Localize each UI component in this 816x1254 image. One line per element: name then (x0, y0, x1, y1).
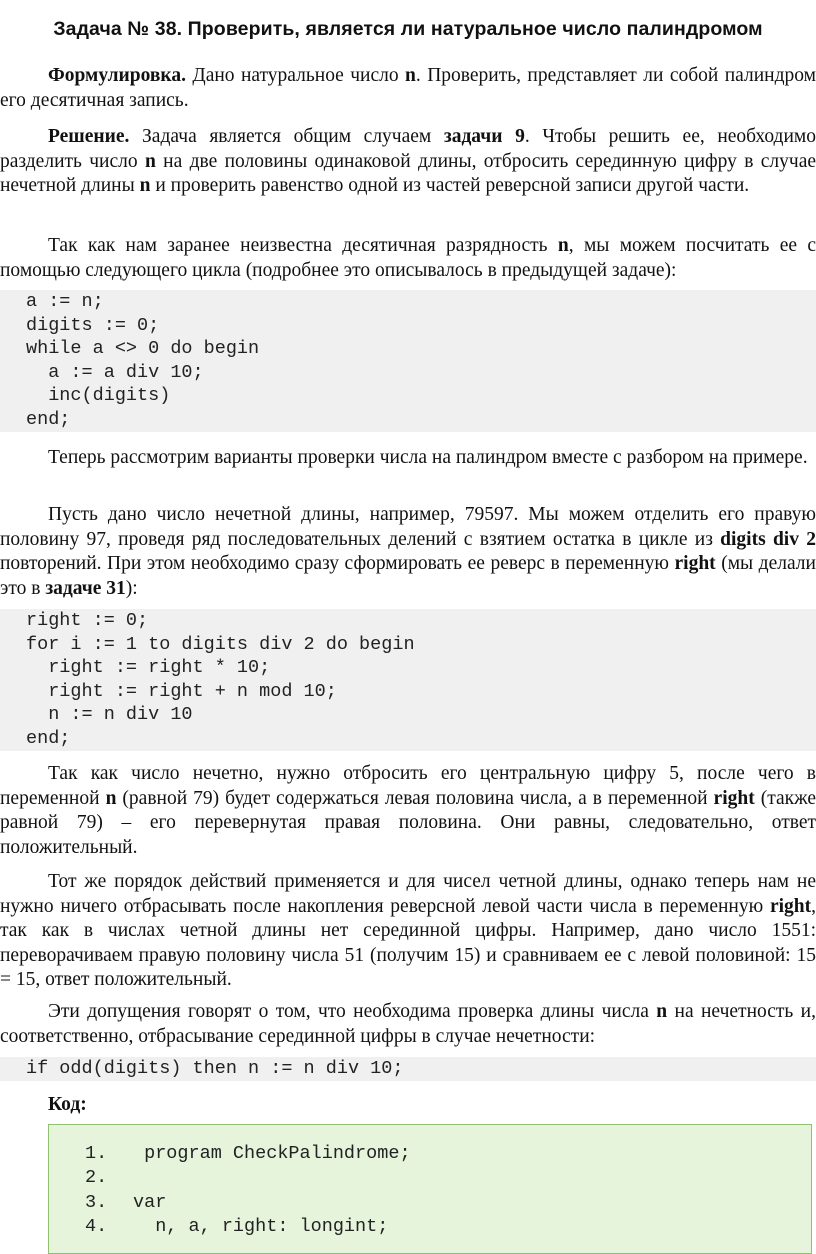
text: Тот же порядок действий применяется и для чисел четной длины, однако теперь нам не нужно ничего отбрасывать после накопления реверсной левой части числа в переменную (0, 871, 816, 917)
task-reference: задачи 9 (443, 126, 525, 147)
code-line: a := n; (26, 291, 104, 312)
listing-line (49, 1166, 811, 1190)
text: Так как число нечетно, нужно отбросить его центральную цифру 5, после чего в переменной (0, 763, 816, 809)
var-right: right (713, 787, 755, 809)
code-line: a := a div 10; (26, 361, 204, 383)
var-n: n (139, 175, 151, 196)
task-title: Задача № 38. Проверить, является ли натуральное число палиндромом (53, 18, 763, 40)
text: , мы можем посчитать ее с помощью следующего цикла (подробнее это описывалось в предыдущей задаче): (0, 235, 816, 281)
paragraph-odd-example (0, 503, 816, 601)
code-line: right := right + n mod 10; (26, 680, 337, 702)
line-number: 3. (85, 1191, 108, 1213)
code-label: Код: (48, 1094, 87, 1115)
code-line: right := right * 10; (26, 657, 271, 679)
var-right: right (769, 895, 812, 917)
line-code: n, a, right: longint; (133, 1216, 389, 1238)
code-line: inc(digits) (26, 385, 171, 407)
code-line: right := 0; (26, 610, 149, 631)
paragraph-examples-intro (0, 446, 816, 471)
code-line: end; (26, 727, 71, 749)
listing-line (49, 1215, 811, 1239)
text: ): (125, 577, 138, 599)
text: и проверить равенство одной из частей реверсной записи другой части. (150, 175, 750, 196)
expression-digits-div-2: digits div 2 (720, 528, 816, 550)
paragraph-odd-check (0, 1000, 816, 1049)
paragraph-even-example (0, 870, 816, 993)
formulation-label: Формулировка. (48, 65, 186, 86)
solution-label: Решение. (48, 126, 130, 147)
text: на две половины одинаковой длины, отбросить серединную цифру в случае нечетной длины (0, 150, 816, 196)
code-line: if odd(digits) then n := n div 10; (26, 1058, 404, 1079)
text: Эти допущения говорят о том, что необходима проверка длины числа (48, 1001, 657, 1022)
paragraph-solution (0, 125, 816, 199)
line-code: var (133, 1191, 167, 1213)
listing-line (49, 1142, 811, 1166)
text: (также равной 79) – его перевернутая правая половина. Они равны, следовательно, ответ положительный. (0, 787, 816, 858)
var-n: n (557, 235, 569, 256)
code-line: digits := 0; (26, 314, 160, 336)
text: повторений. При этом необходимо сразу сформировать ее реверс в переменную (0, 553, 675, 574)
paragraph-formulation (0, 64, 816, 113)
var-n: n (105, 787, 117, 809)
var-n: n (656, 1001, 668, 1022)
line-number: 4. (85, 1216, 108, 1238)
code-line: end; (26, 408, 71, 430)
text: Дано натуральное число (185, 65, 406, 86)
text: Задача является общим случаем (129, 126, 444, 147)
line-number: 2. (85, 1167, 108, 1189)
text: на нечетность и, соответственно, отбрасывание серединной цифры в случае нечетности: (0, 1001, 816, 1047)
code-block-odd-check (0, 1057, 816, 1081)
code-line: while a <> 0 do begin (26, 338, 260, 360)
paragraph-digits-intro (0, 234, 816, 283)
text: (мы делали это в (0, 553, 816, 599)
task-reference: задаче 31 (45, 577, 126, 599)
code-block-digits (0, 290, 816, 432)
var-right: right (674, 553, 716, 574)
var-n: n (144, 150, 156, 172)
line-code: program CheckPalindrome; (133, 1143, 411, 1164)
text: Пусть дано число нечетной длины, например, 79597. Мы можем отделить его правую половину 97, проведя ряд последовательных делений с взятием остатка в цикле из (0, 504, 816, 550)
text: (равной 79) будет содержаться левая половина числа, а в переменной (116, 787, 714, 809)
line-number: 1. (85, 1143, 108, 1164)
code-block-reverse (0, 609, 816, 751)
text: Теперь рассмотрим варианты проверки числа на палиндром вместе с разбором на примере. (48, 447, 808, 468)
text: Так как нам заранее неизвестна десятичная разрядность (48, 235, 558, 256)
code-line: n := n div 10 (26, 704, 193, 726)
code-listing (48, 1124, 812, 1254)
text: . Проверить, представляет ли собой палиндром его десятичная запись. (0, 65, 816, 111)
var-n: n (405, 65, 416, 86)
code-line: for i := 1 to digits div 2 do begin (26, 633, 415, 655)
paragraph-odd-result (0, 762, 816, 860)
listing-line (49, 1191, 811, 1215)
text: . Чтобы решить ее, необходимо разделить число (0, 126, 816, 172)
text: , так как в числах четной длины нет серединной цифры. Например, дано число 1551: переворачиваем правую половину числа 51 (получим 15) и сравниваем ее с левой половиной: 15 = 15, ответ положительный. (0, 895, 816, 990)
